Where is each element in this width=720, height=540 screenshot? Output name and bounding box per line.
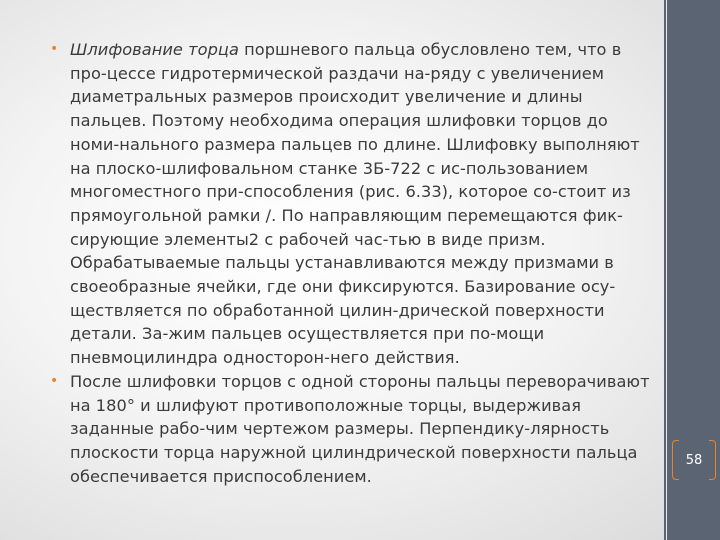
bullet-text: После шлифовки торцов с одной стороны пальцы переворачивают на 180° и шлифуют противоположные торцы, выдерживая заданные рабо-чим чертежом размеры. Перпендику-лярность плоскости торца наружной цилиндрической поверхности пальца обеспечивается приспособлением.: [70, 371, 650, 486]
bullet-emphasis: Шлифование торца: [70, 40, 239, 59]
slide-content: [50, 38, 662, 488]
bullet-dot-icon: •: [50, 41, 59, 57]
page-number: 58: [685, 452, 703, 468]
bullet-item-2: [50, 370, 662, 489]
sidebar-divider: [666, 0, 667, 540]
bullet-dot-icon: •: [50, 372, 59, 389]
bracket-right-icon: [709, 440, 716, 480]
bullet-list: [50, 38, 662, 488]
bracket-left-icon: [672, 440, 679, 480]
page-number-badge: [672, 440, 716, 480]
bullet-item-1: [50, 38, 662, 370]
bullet-text: поршневого пальца обусловлено тем, что в про-цессе гидротермической раздачи на-ряду с увеличением диаметральных размеров происходит увеличение и длины пальцев. Поэтому необходима операция шлифовки торцов до номи-нального размера пальцев по длине. Шлифовку выполняют на плоско-шлифовальном станке 3Б-722 с ис-пользованием многоместного при-способления (рис. 6.33), которое со-стоит из прямоугольной рамки /. По направляющим перемещаются фик-сирующие элементы2 с рабочей час-тью в виде призм. Обрабатываемые пальцы устанавливаются между призмами в своеобразные ячейки, где они фиксируются. Базирование осу-ществляется по обработанной цилин-дрической поверхности детали. За-жим пальцев осуществляется при по-мощи пневмоцилиндра односторон-него действия.: [70, 40, 640, 368]
